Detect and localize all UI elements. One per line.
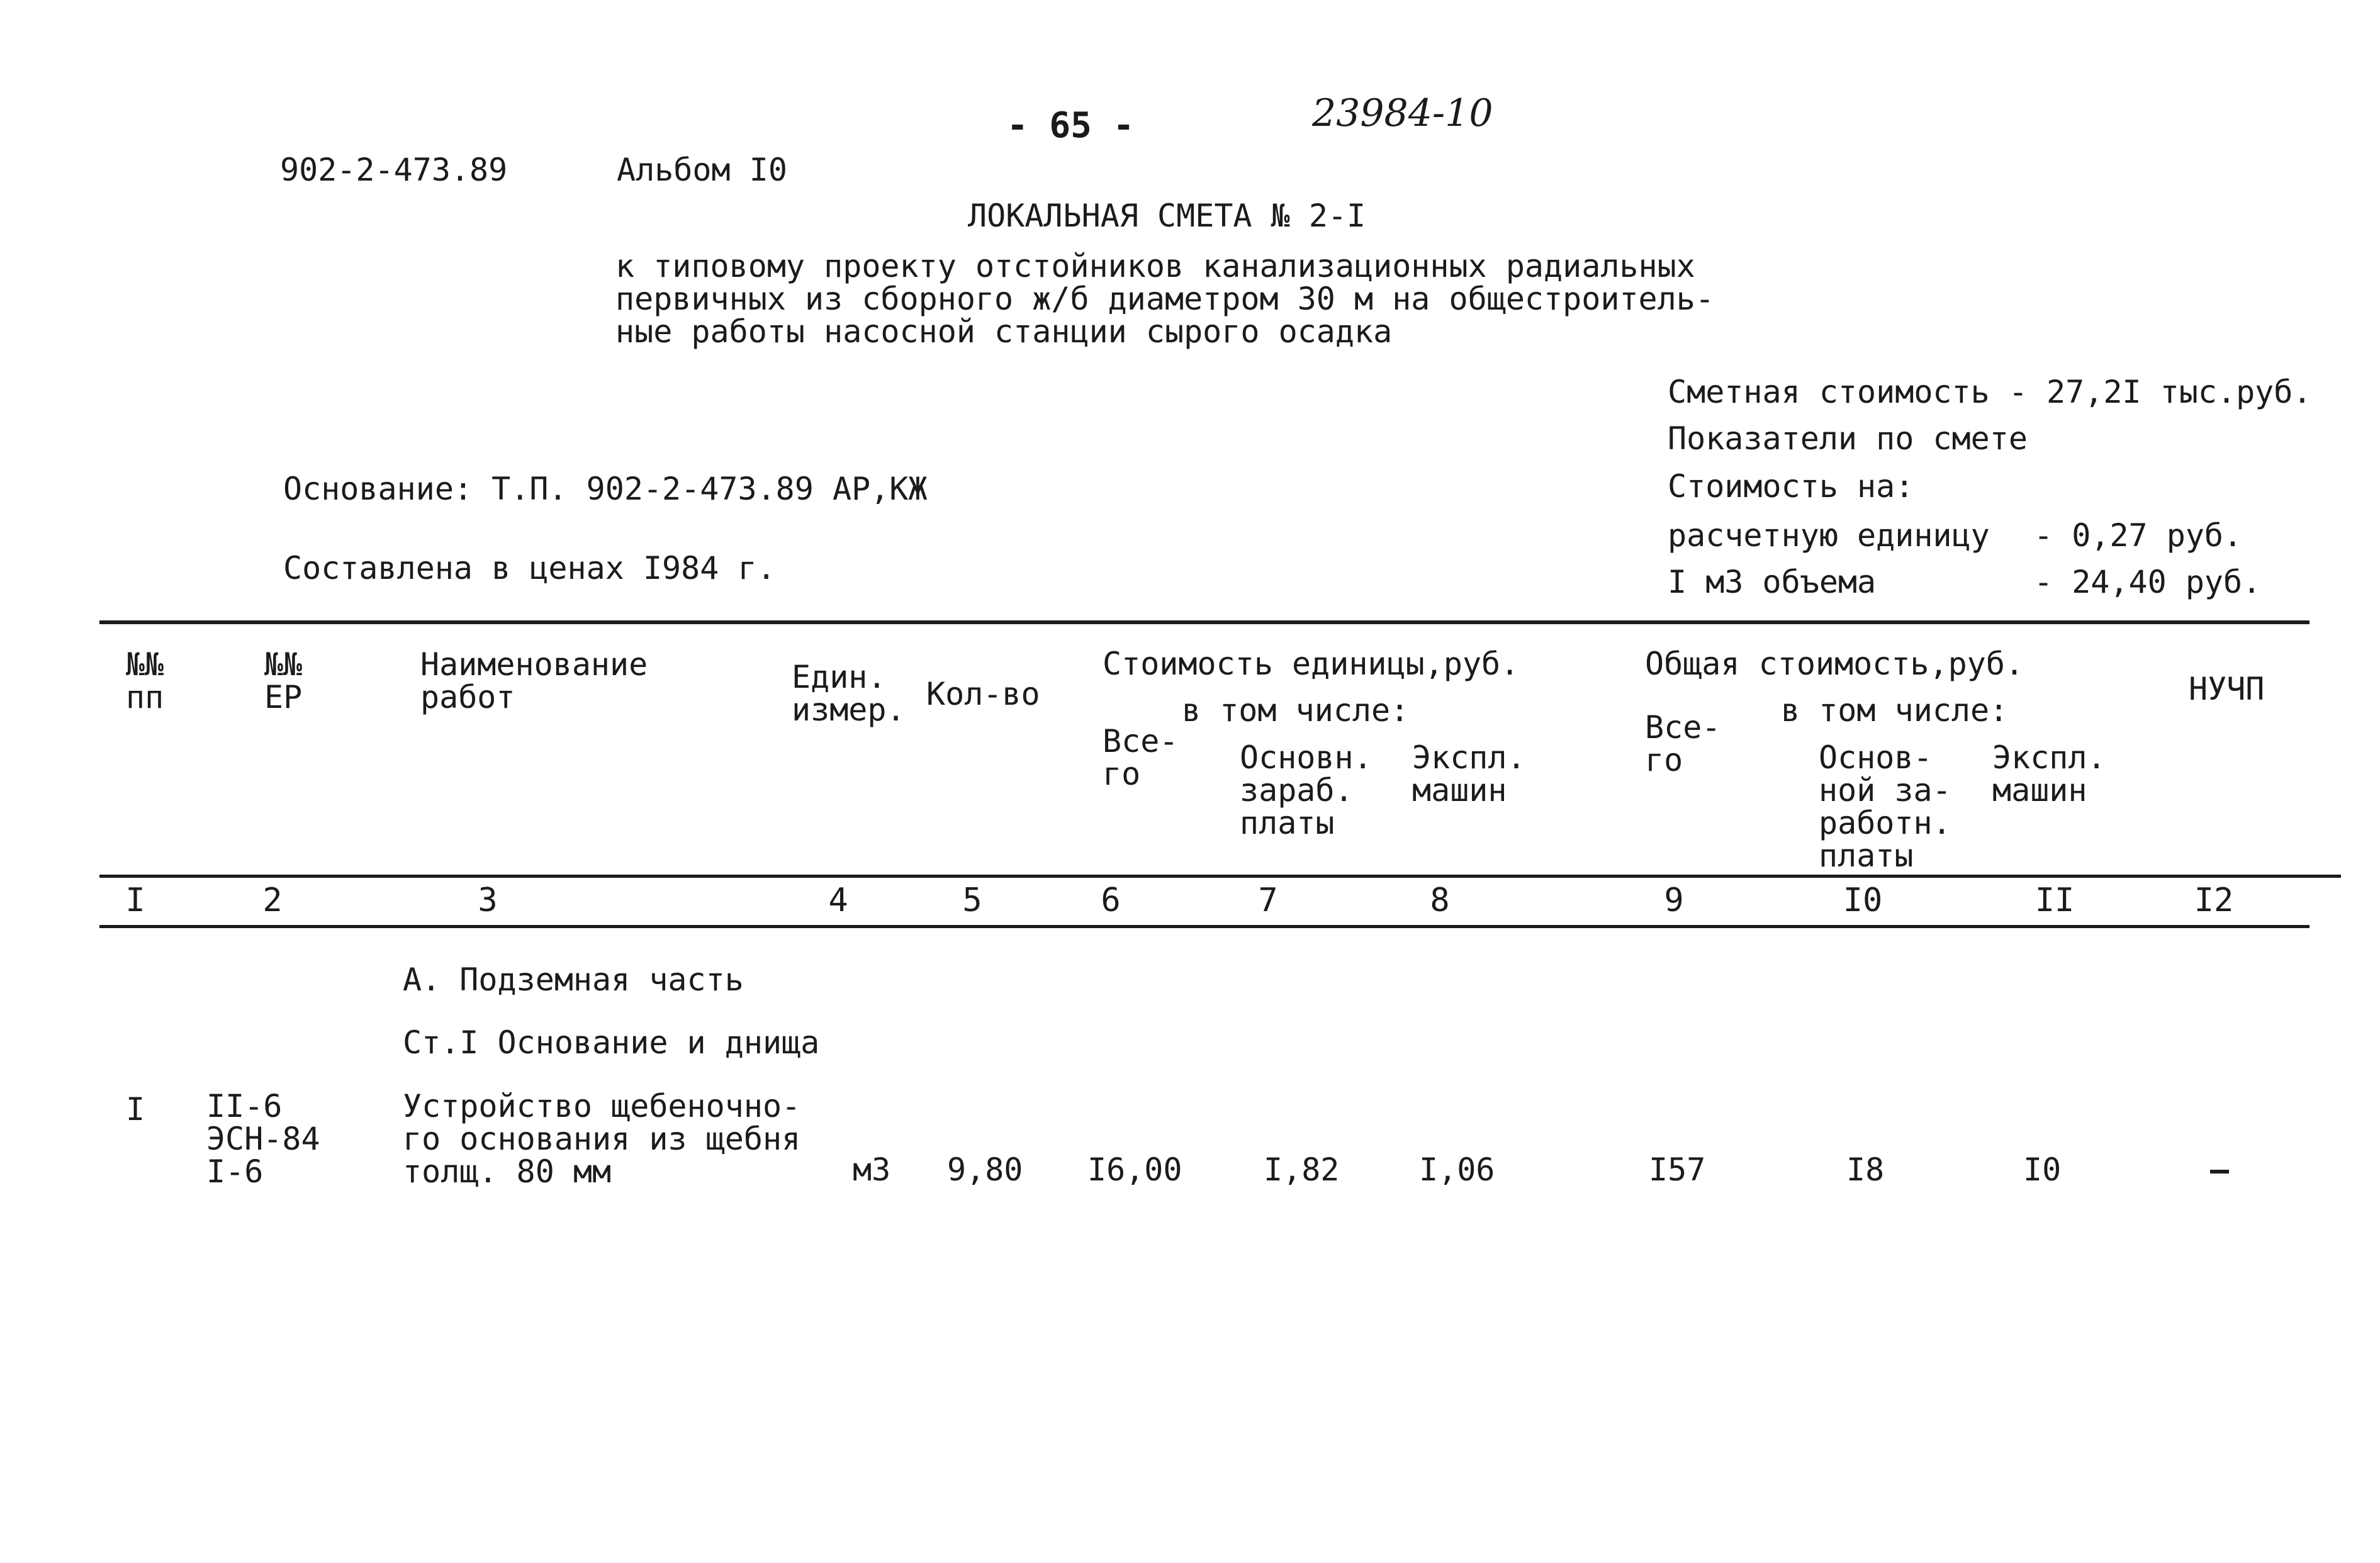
volume-cost-label: I м3 объема	[1668, 564, 1877, 600]
header-total-total: Все- го	[1645, 709, 1721, 778]
header-unit-cost-group: Стоимость единицы,руб.	[1103, 646, 1520, 682]
header-nuchp: НУЧП	[2189, 671, 2265, 707]
column-number: I	[125, 882, 145, 919]
column-number: 6	[1101, 882, 1121, 919]
column-number: 9	[1664, 882, 1684, 919]
page-number: - 65 -	[1007, 105, 1135, 146]
volume-cost-value: - 24,40 руб.	[2034, 564, 2262, 600]
handwritten-number: 23984-10	[1312, 91, 1493, 135]
subsection-heading: Ст.I Основание и днища	[403, 1024, 820, 1061]
header-total-cost-group: Общая стоимость,руб.	[1645, 646, 2024, 682]
header-total-machines: Экспл. машин	[1992, 739, 2106, 809]
header-unit-machines: Экспл. машин	[1412, 739, 1526, 809]
column-number: II	[2035, 882, 2075, 919]
column-number: 5	[962, 882, 982, 919]
header-total-including: в том числе:	[1781, 692, 2009, 729]
header-unit-total: Все- го	[1103, 723, 1179, 792]
row-unit-machines: I,06	[1419, 1151, 1495, 1188]
cost-per-label: Стоимость на:	[1668, 468, 1914, 505]
column-number: 2	[262, 882, 283, 919]
column-number: 4	[828, 882, 848, 919]
album-label: Альбом I0	[617, 152, 787, 188]
header-pp: №№ пп	[126, 646, 164, 715]
indicators-title: Показатели по смете	[1668, 420, 2028, 457]
row-unit-wages: I,82	[1264, 1151, 1340, 1188]
header-work-name: Наименование работ	[420, 646, 648, 715]
subtitle-line-1: к типовому проекту отстойников канализационных радиальных	[615, 248, 1695, 284]
row-work-name: Устройство щебеночно- го основания из щебня толщ. 80 мм	[403, 1088, 801, 1190]
table-header-rule	[99, 875, 2341, 878]
prices-line: Составлена в ценах I984 г.	[283, 550, 776, 586]
column-number: 8	[1430, 882, 1450, 919]
document-title: ЛОКАЛЬНАЯ СМЕТА № 2-I	[968, 198, 1366, 234]
row-total-machines: I0	[2023, 1151, 2062, 1188]
row-quantity: 9,80	[947, 1151, 1023, 1188]
column-number: I2	[2194, 882, 2234, 919]
header-unit: Един. измер.	[792, 659, 906, 728]
table-top-rule	[99, 620, 2310, 624]
section-heading: А. Подземная часть	[403, 961, 744, 998]
header-er: №№ ЕР	[264, 646, 303, 715]
row-er: II-6 ЭСН-84 I-6	[206, 1088, 320, 1190]
estimated-cost: Сметная стоимость - 27,2I тыс.руб.	[1668, 374, 2312, 410]
header-unit-wages: Основн. зараб. платы	[1240, 739, 1372, 841]
unit-cost-label: расчетную единицу	[1668, 517, 1990, 554]
row-total: I57	[1649, 1151, 1706, 1188]
row-unit: м3	[853, 1151, 891, 1188]
basis-line: Основание: Т.П. 902-2-473.89 АР,КЖ	[283, 471, 928, 507]
unit-cost-value: - 0,27 руб.	[2034, 517, 2243, 554]
project-code: 902-2-473.89	[280, 152, 508, 188]
row-unit-total: I6,00	[1087, 1151, 1182, 1188]
row-pp: I	[126, 1091, 145, 1128]
header-quantity: Кол-во	[926, 676, 1040, 712]
column-number: 7	[1258, 882, 1278, 919]
row-nuchp: –	[2210, 1151, 2230, 1188]
header-unit-including: в том числе:	[1182, 692, 1410, 729]
column-number: I0	[1843, 882, 1883, 919]
column-number: 3	[478, 882, 498, 919]
table-numbers-rule	[99, 925, 2310, 928]
header-total-wages: Основ- ной за- работн. платы	[1819, 739, 1951, 874]
subtitle-line-3: ные работы насосной станции сырого осадка	[615, 313, 1393, 350]
subtitle-line-2: первичных из сборного ж/б диаметром 30 м на общестроитель-	[615, 281, 1714, 317]
row-total-wages: I8	[1846, 1151, 1885, 1188]
